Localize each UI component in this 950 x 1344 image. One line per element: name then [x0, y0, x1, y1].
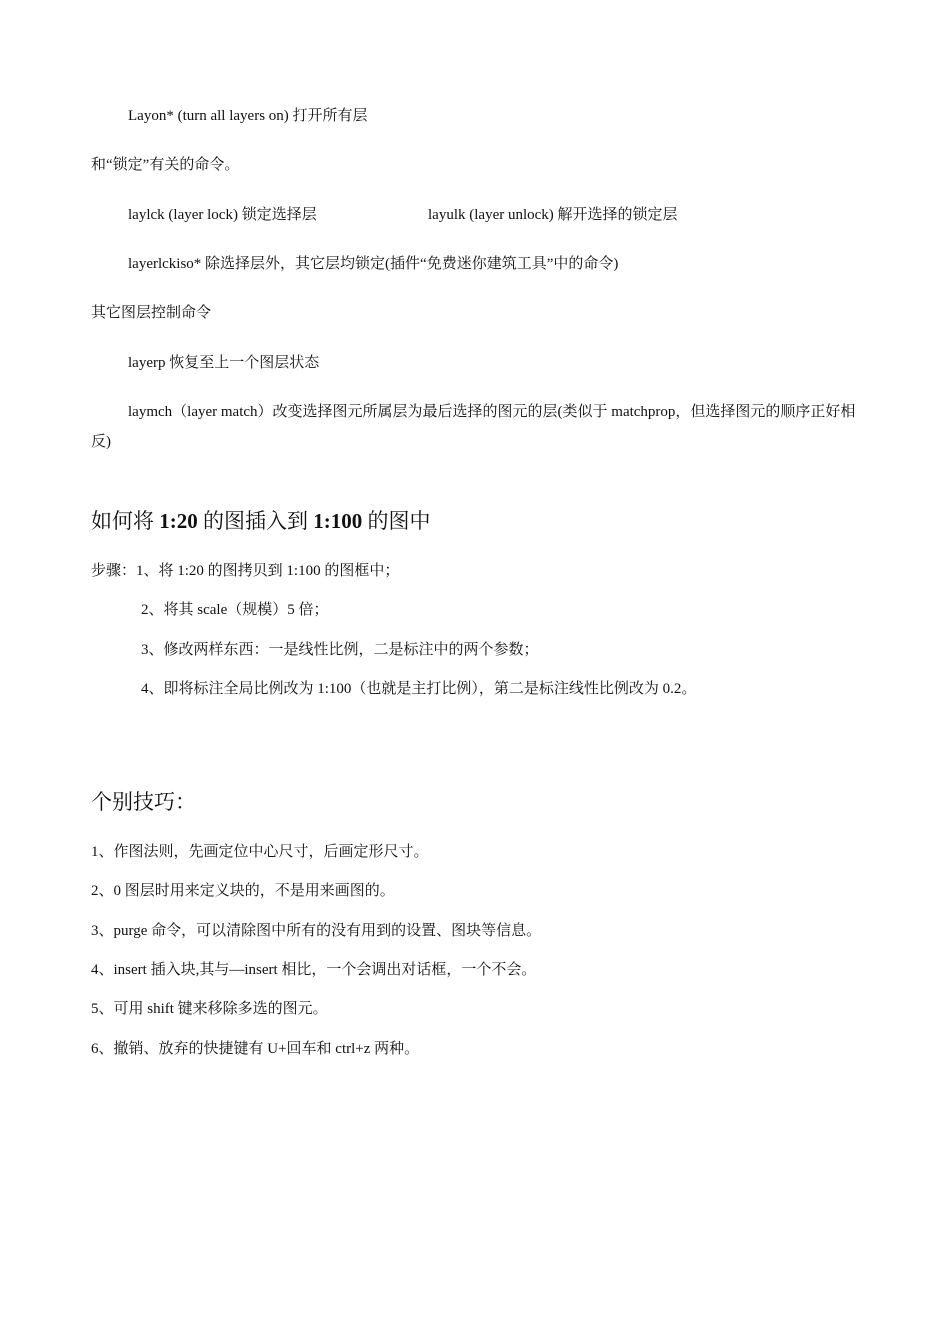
lock-section-title: 和“锁定”有关的命令。	[91, 157, 240, 173]
heading-text-part: 的图插入到	[197, 509, 314, 533]
tip-item-2: 2、0 图层时用来定义块的，不是用来画图的。	[91, 883, 395, 899]
heading-text-part: 的图中	[362, 509, 431, 533]
laymch-command-paragraph: laymch（layer match）改变选择图元所属层为最后选择的图元的层(类似于 matchprop，但选择图元的顺序正好相反)	[91, 404, 856, 450]
tips-section-heading: 个别技巧：	[91, 790, 196, 814]
tip-item-4: 4、insert 插入块,其与—insert 相比，一个会调出对话框，一个不会。	[91, 962, 537, 978]
tip-item-1: 1、作图法则，先画定位中心尺寸，后画定形尺寸。	[91, 844, 429, 860]
laylck-command-line: laylck (layer lock) 锁定选择层	[128, 207, 317, 223]
tip-item-6: 6、撤销、放弃的快捷键有 U+回车和 ctrl+z 两种。	[91, 1041, 420, 1057]
insert-step-2: 2、将其 scale（规模）5 倍；	[141, 602, 329, 618]
layerlckiso-command-line: layerlckiso* 除选择层外，其它层均锁定(插件“免费迷你建筑工具”中的命令)	[128, 256, 619, 272]
tip-item-3: 3、purge 命令，可以清除图中所有的没有用到的设置、图块等信息。	[91, 923, 542, 939]
layulk-command-line: layulk (layer unlock) 解开选择的锁定层	[428, 207, 678, 223]
insert-step-1: 步骤：1、将 1:20 的图拷贝到 1:100 的图框中；	[91, 563, 400, 579]
insert-step-4: 4、即将标注全局比例改为 1:100（也就是主打比例），第二是标注线性比例改为 0.2。	[141, 681, 697, 697]
heading-scale-large: 1:100	[313, 509, 363, 533]
other-section-title: 其它图层控制命令	[91, 305, 212, 321]
layerp-command-line: layerp 恢复至上一个图层状态	[128, 355, 320, 371]
heading-text-part: 如何将	[91, 509, 160, 533]
heading-scale-small: 1:20	[159, 509, 198, 533]
tip-item-5: 5、可用 shift 键来移除多选的图元。	[91, 1001, 328, 1017]
insert-section-heading	[91, 507, 431, 535]
layon-command-line: Layon* (turn all layers on) 打开所有层	[128, 108, 368, 124]
insert-step-3: 3、修改两样东西：一是线性比例，二是标注中的两个参数；	[141, 642, 539, 658]
